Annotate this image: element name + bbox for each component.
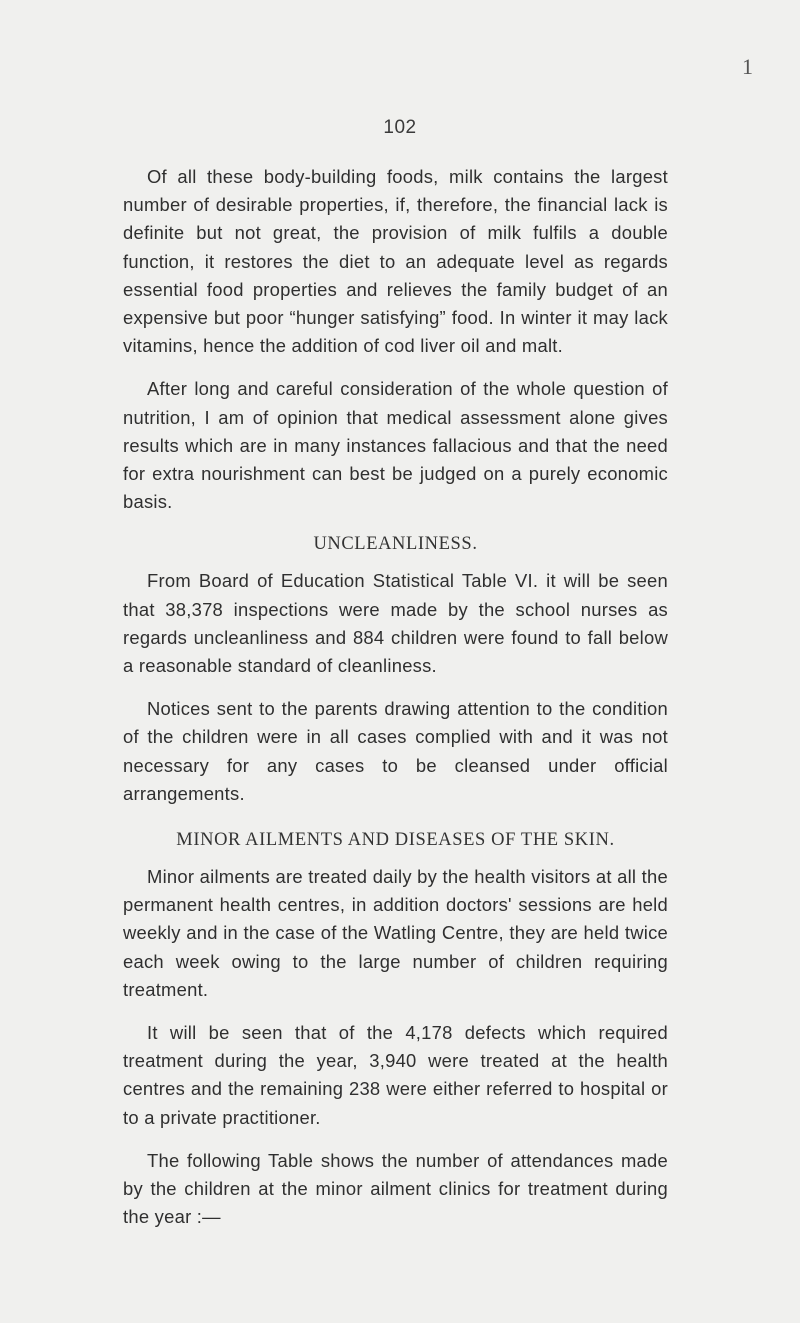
paragraph-defects: It will be seen that of the 4,178 defects which required treatment during the year, 3,940 were treated at the health centres and the remaining 238 were either referred to hospital or to a private practitioner. [123,1022,668,1128]
paragraph-table-intro: The following Table shows the number of attendances made by the children at the minor ailment clinics for treatment during the year :— [123,1149,668,1228]
paragraph-minor-ailments: Minor ailments are treated daily by the health visitors at all the permanent health centres, in addition doctors' sessions are held weekly and in the case of the Watling Centre, they are held twice each week owing to the large number of children requiring treatment. [123,866,668,1000]
heading-minor-ailments: MINOR AILMENTS AND DISEASES OF THE SKIN. [176,830,615,851]
body-text [123,163,668,1247]
page-number: 102 [383,117,417,138]
paragraph-notices: Notices sent to the parents drawing attention to the condition of the children were in all cases complied with and it was not necessary for any cases to be cleansed under official arrangements. [123,698,668,804]
corner-mark: 1 [742,54,753,79]
paragraph-nutrition: After long and careful consideration of the whole question of nutrition, I am of opinion that medical assessment alone gives results which are in many instances fallacious and that the need for extra nourishment can best be judged on a purely economic basis. [123,378,668,513]
paragraph-milk: Of all these body-building foods, milk contains the largest number of desirable properties, if, therefore, the financial lack is definite but not great, the provision of milk fulfils a double function, it restores the diet to an adequate level as regards essential food properties and relieves the family budget of an expensive but poor “hunger satisfying” food. In winter it may lack vitamins, hence the addition of cod liver oil and malt. [123,166,668,357]
heading-uncleanliness: UNCLEANLINESS. [313,534,478,555]
paragraph-inspections: From Board of Education Statistical Table VI. it will be seen that 38,378 inspections were made by the school nurses as regards uncleanliness and 884 children were found to fall below a reasonable standard of cleanliness. [123,570,668,677]
